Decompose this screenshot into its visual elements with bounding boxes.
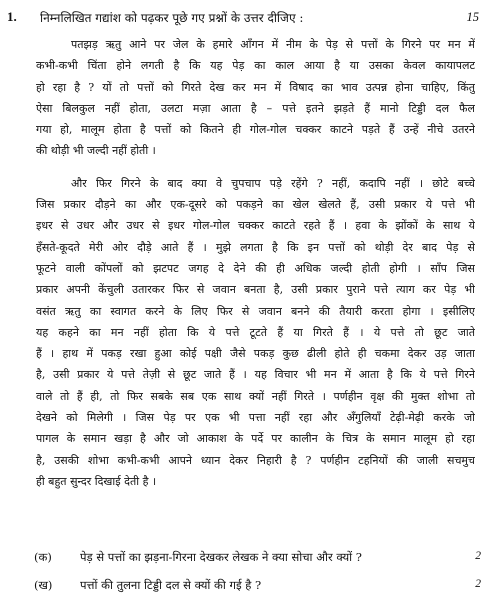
subquestion-label: (क)	[34, 550, 52, 564]
passage-line: है, उसकी शोभा कभी-कभी आपने ध्यान देकर निहारी है ? पर्णहीन टहनियों की जाली सचमुच	[36, 453, 475, 467]
passage-line: पागल के समान खड़ा है और जो आकाश के पर्दे पर कालीन के चित्र के समान मालूम हो रहा	[36, 432, 475, 446]
passage-line: है, उसी प्रकार ये पत्ते तेज़ी से छूट जाते हैं । यह विचार भी मन में आता है कि ये पत्ते गिरने	[36, 368, 475, 382]
question-number: 1.	[7, 9, 17, 24]
paragraph-1	[36, 34, 475, 162]
passage-line: इधर से उधर और उधर से इधर गोल-गोल चक्कर काटते रहते हैं । हवा के झोंकों के साथ ये	[36, 219, 475, 233]
subquestion-label: (ख)	[34, 578, 53, 592]
passage-line: हँसते-कूदते मेरी ओर दौड़े आते हैं । मुझे लगता है कि इन पत्तों को थोड़ी देर बाद पेड़ से	[36, 240, 475, 254]
paragraph-2	[36, 173, 475, 492]
passage-line: फूटने वाली कोंपलों को झटपट जगह दे देने की ही अधिक जल्दी होती होगी । साँप जिस	[36, 261, 475, 275]
question-instruction: निम्नलिखित गद्यांश को पढ़कर पूछे गए प्रश्नों के उत्तर दीजिए :	[40, 11, 304, 25]
subquestion-marks: 2	[475, 578, 481, 590]
passage-line: यह कहने का मन नहीं होता कि ये पत्ते टूटते हैं या गिरते हैं । ये पत्ते तो छूट जाते	[36, 325, 475, 339]
subquestion-text: पत्तों की तुलना टिड्डी दल से क्यों की गई है ?	[80, 578, 262, 592]
passage-line: की थोड़ी भी जल्दी नहीं होती ।	[36, 144, 156, 158]
passage-line: वसंत ऋतु का स्वागत करने के लिए फिर से जवान बनने की तैयारी करता होगा । इसीलिए	[36, 304, 475, 318]
passage-line: देखने को मिलेगी । जिस पेड़ पर एक भी पत्ता नहीं रहा और अँगुलियाँ टेढ़ी-मेढ़ी करके जो	[36, 411, 475, 425]
passage-line: और फिर गिरने के बाद क्या वे चुपचाप पड़े रहेंगे ? नहीं, कदापि नहीं । छोटे बच्चे	[71, 176, 475, 190]
passage-line: पतझड़ ऋतु आने पर जेल के हमारे आँगन में नीम के पेड़ से पत्तों के गिरने पर मन में	[71, 38, 475, 51]
passage-line: हैं । हाथ में पकड़ रखा हुआ कोई पक्षी जैसे पकड़ कुछ ढीली होते ही चकमा देकर उड़ जाता	[36, 347, 475, 361]
passage	[36, 34, 475, 492]
subquestion-marks: 2	[475, 550, 481, 562]
subquestion-text: पेड़ से पत्तों का झड़ना-गिरना देखकर लेखक ने क्या सोचा और क्यों ?	[80, 550, 362, 564]
passage-line: जिस प्रकार दौड़ने का और एक-दूसरे को पकड़ने का खेल खेलते हैं, उसी प्रकार ये पत्ते भी	[36, 198, 475, 212]
passage-line: कभी-कभी चिंता होने लगती है कि यह पेड़ का काल आया है या उसका केवल कायापलट	[36, 59, 475, 73]
passage-line: गया हो, मालूम होता है पत्तों को कितने ही गोल-गोल चक्कर काटने पड़ते हैं उन्हें नीचे उतरने	[36, 123, 475, 137]
passage-line: हो रहा है ? यों तो पत्तों को गिरते देख कर मन में विषाद का भाव उत्पन्न होना चाहिए, किंतु	[36, 80, 475, 94]
passage-line: प्रकार अपनी केंचुली उतारकर फिर से जवान बनता है, उसी प्रकार पुराने पत्ते त्याग कर पेड़ भी	[36, 283, 475, 297]
question-marks: 15	[466, 10, 479, 24]
passage-line: वाले तो हैं ही, तो फिर सबके सब एक साथ क्यों नहीं गिरते । पर्णहीन वृक्ष की मुक्त शोभा तो	[36, 389, 475, 403]
passage-line: ऐसा बिलकुल नहीं होता, उलटा मज़ा आता है – पत्ते इतने झड़ते हैं मानो टिड्डी दल फैल	[36, 101, 475, 115]
passage-line: ही बहुत सुन्दर दिखाई देती है ।	[36, 474, 157, 488]
